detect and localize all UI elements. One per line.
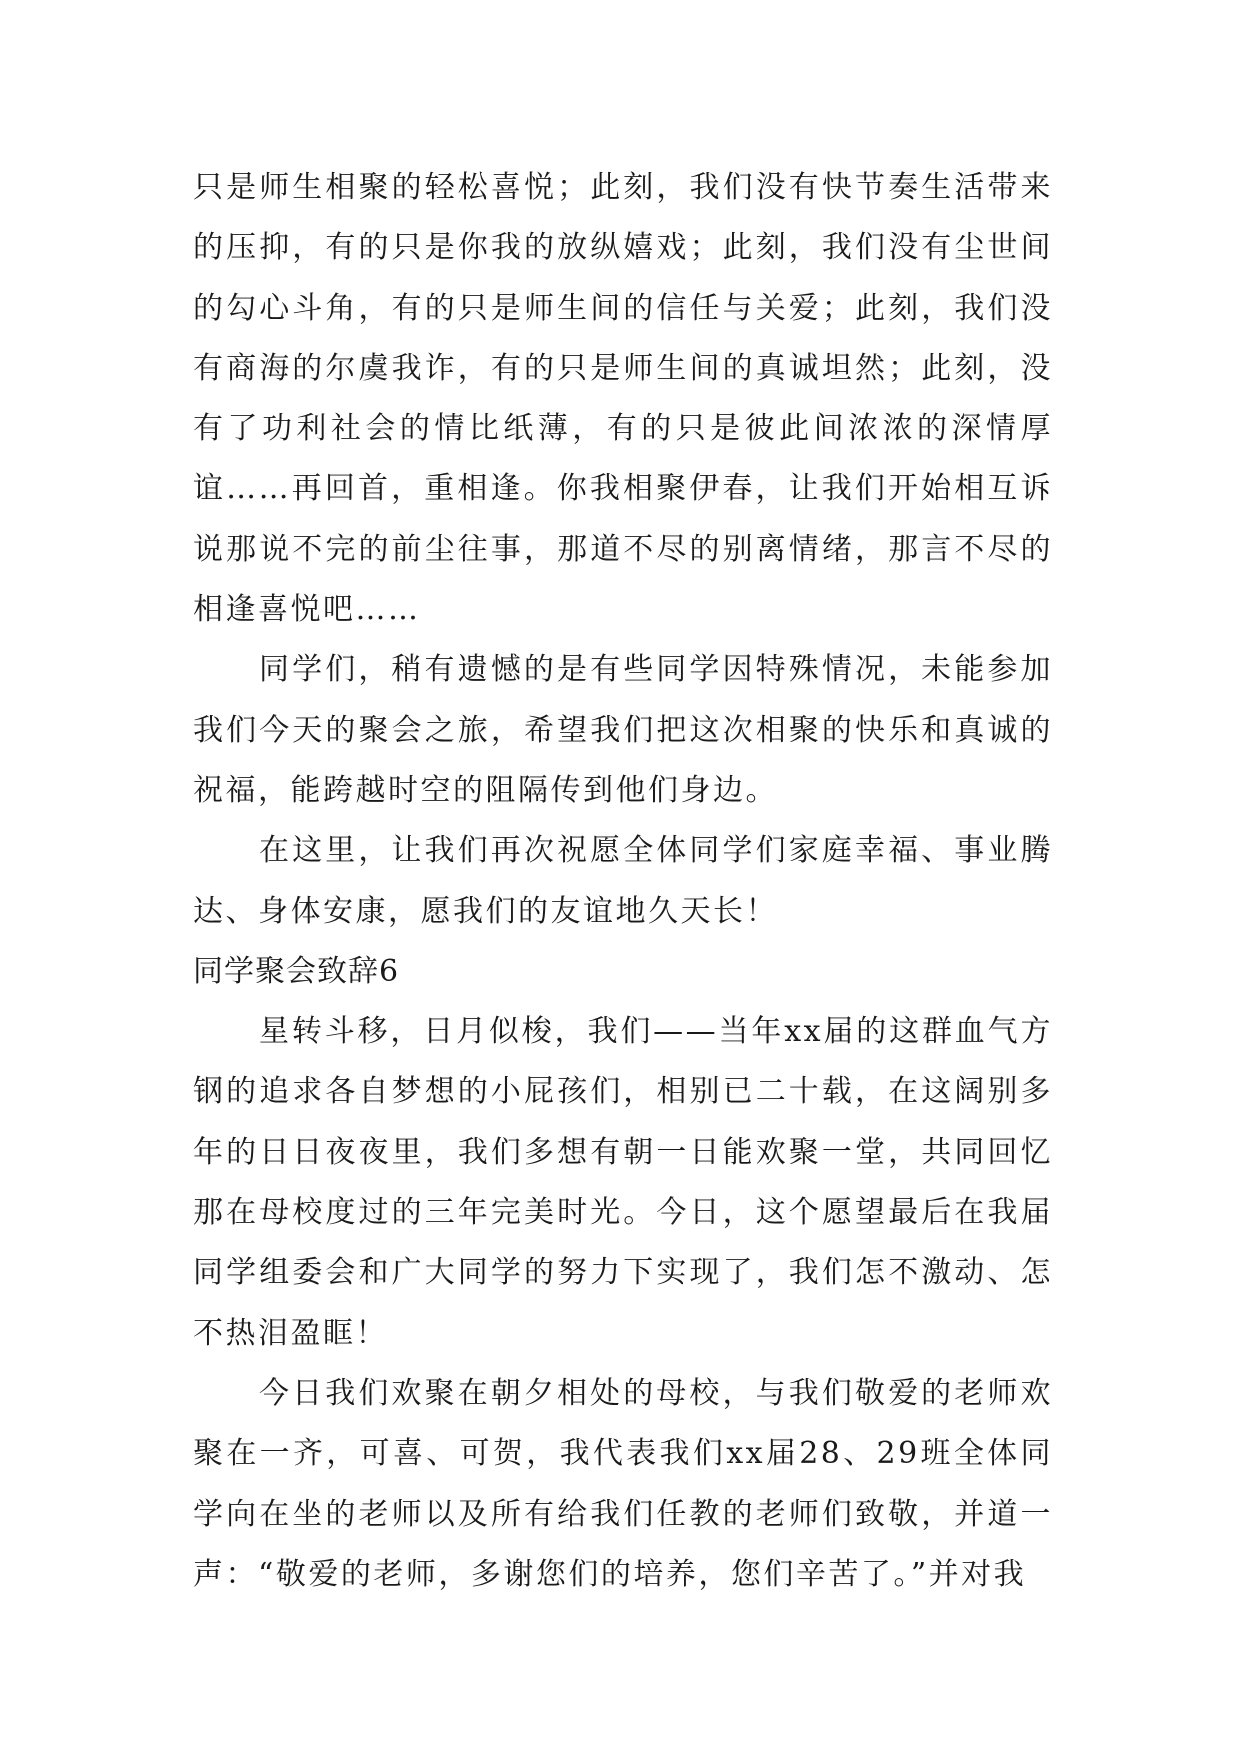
paragraph-regret: 同学们，稍有遗憾的是有些同学因特殊情况，未能参加我们今天的聚会之旅，希望我们把这次相聚的快乐和真诚的祝福，能跨越时空的阻隔传到他们身边。 [193,652,1053,808]
paragraph-thanks: 今日我们欢聚在朝夕相处的母校，与我们敬爱的老师欢聚在一齐，可喜、可贺，我代表我们xx届28、29班全体同学向在坐的老师以及所有给我们任教的老师们致敬，并道一声：“敬爱的老师，多谢您们的培养，您们辛苦了。”并对我 [193,1375,1053,1592]
section-heading: 同学聚会致辞6 [193,953,400,989]
paragraph-blessing: 在这里，让我们再次祝愿全体同学们家庭幸福、事业腾达、身体安康，愿我们的友谊地久天长！ [193,833,1053,929]
paragraph-reunion: 星转斗移，日月似梭，我们——当年xx届的这群血气方钢的追求各自梦想的小屁孩们，相别已二十载，在这阔别多年的日日夜夜里，我们多想有朝一日能欢聚一堂，共同回忆那在母校度过的三年完美时光。今日，这个愿望最后在我届同学组委会和广大同学的努力下实现了，我们怎不激动、怎不热泪盈眶！ [193,1014,1053,1351]
paragraph-continuation: 只是师生相聚的轻松喜悦；此刻，我们没有快节奏生活带来的压抑，有的只是你我的放纵嬉戏；此刻，我们没有尘世间的勾心斗角，有的只是师生间的信任与关爱；此刻，我们没有商海的尔虞我诈，有的只是师生间的真诚坦然；此刻，没有了功利社会的情比纸薄，有的只是彼此间浓浓的深情厚谊……再回首，重相逢。你我相聚伊春，让我们开始相互诉说那说不完的前尘往事，那道不尽的别离情绪，那言不尽的相逢喜悦吧…… [193,170,1053,628]
document-body [193,158,1053,1605]
